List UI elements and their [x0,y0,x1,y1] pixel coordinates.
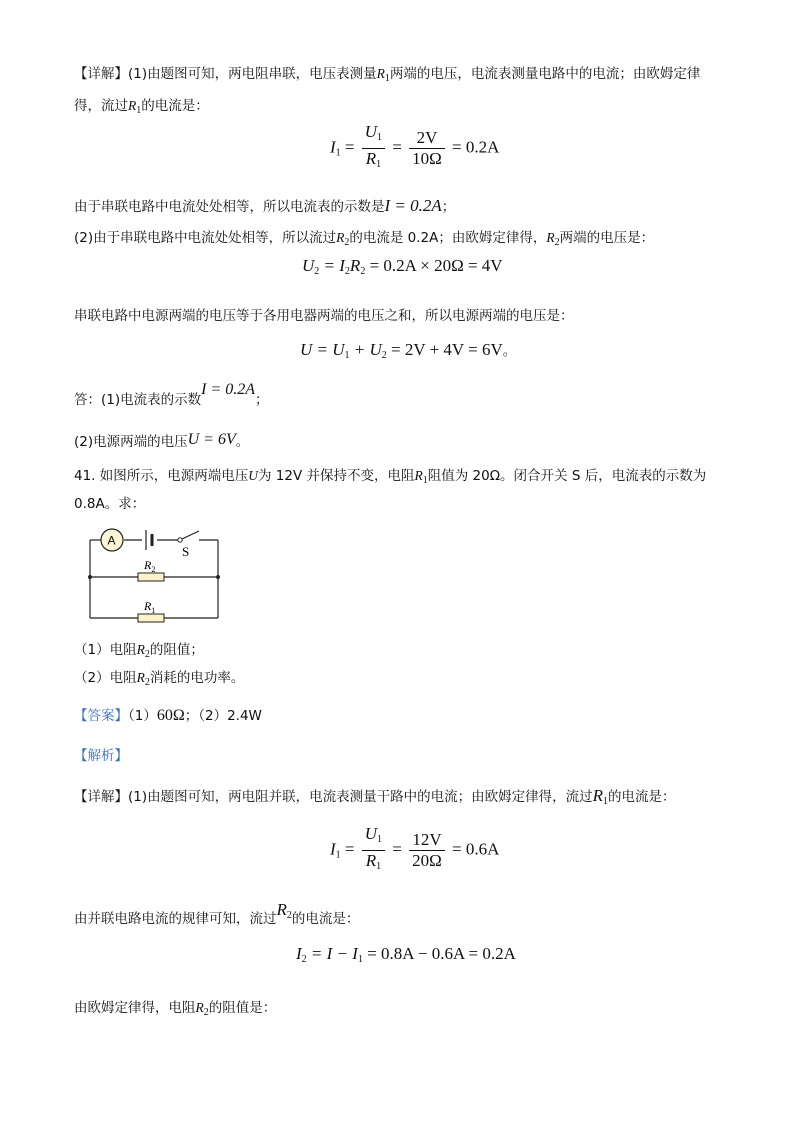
detail-line-4 [74,228,654,253]
equation-voltage-r2 [302,256,503,277]
sub: 2 [286,910,292,921]
question-41-line-1 [74,466,706,491]
var: R [195,1000,204,1015]
text: （1） [128,708,157,724]
equation-current-r1-parallel [330,824,499,877]
equation-source-voltage [300,340,516,361]
detail2-line-1 [74,786,676,812]
sub: 2 [203,1007,209,1018]
sub: 2 [381,350,387,361]
var: R [336,230,345,245]
var: U [302,256,315,275]
numerator: 2V [409,128,445,149]
var: R [546,230,555,245]
math: + U [349,340,382,359]
result: = 0.2A [452,137,500,157]
answer-line-1 [74,381,269,410]
sub: 1 [384,73,390,84]
var: R [144,599,152,613]
text: 41. 如图所示，电源两端电压 [74,468,249,484]
sub: 2 [360,266,366,277]
text: = 0.2A × 20Ω = 4V [365,256,503,275]
text: 的电流是： [291,911,360,927]
math: U = 6V [187,431,236,448]
var: U [248,468,259,483]
resistor-r1 [138,614,164,622]
detail2-line-3 [74,998,276,1023]
sub: 1 [335,849,341,861]
denominator: 10Ω [412,149,442,168]
math: I = 0.2A [384,196,442,215]
text: （1）电阻 [74,642,137,658]
text: 【详解】(1)由题图可知，两电阻串联，电压表测量 [74,66,377,82]
text: 两端的电压是： [559,230,655,246]
text: (2)由于串联电路中电流处处相等，所以流过 [74,230,337,246]
math: I = 0.2A [201,381,256,398]
analysis-tag: 【解析】 [74,748,128,764]
text: ；（2）2.4W [184,708,262,724]
equation-current-r2 [296,944,516,965]
switch-lever [182,531,199,539]
text: = 0.8A − 0.6A = 0.2A [362,944,516,963]
sub: 2 [344,266,350,277]
text: 的电流是： [608,789,676,805]
text: 由于串联电路中电流处处相等，所以电流表的示数是 [74,199,385,215]
sub: 1 [422,475,428,486]
sub: 1 [376,861,382,872]
circuit-diagram [84,522,234,626]
math: 60Ω [156,707,185,724]
text: 。 [235,434,250,450]
text: (2)电源两端的电压 [74,434,188,450]
sub: 1 [357,954,363,965]
var: R [376,66,385,81]
answer-line [74,706,262,726]
text: 的阻值是： [208,1000,277,1016]
var: = I [319,256,345,275]
numerator: 12V [409,830,445,851]
sub: 1 [377,132,383,143]
text: 【详解】(1)由题图可知，两电阻并联，电流表测量干路中的电流；由欧姆定律得，流过 [74,789,593,805]
var: R [365,149,377,168]
var: R [128,98,137,113]
var: U [364,824,378,843]
equals: = [392,137,402,157]
math: = I − I [306,944,358,963]
answer-line-2 [74,432,249,452]
result: = 0.6A [452,839,500,859]
equals: = [392,839,402,859]
sub: 1 [136,105,142,116]
question-41-line-2: 0.8A。求： [74,496,146,512]
sub: 2 [314,266,320,277]
sub: 2 [151,565,156,574]
question-41-part-1 [74,640,204,665]
var: U [364,122,378,141]
detail-line-1 [74,64,700,89]
equation-current-r1 [330,122,499,175]
question-41-part-2 [74,668,244,693]
equals: = [344,839,355,859]
sub: 1 [151,606,156,615]
switch-label: S [182,544,190,559]
text: = 2V + 4V = 6V [386,340,503,359]
var: I [330,137,336,157]
denominator: 20Ω [412,851,442,870]
detail2-line-2 [74,900,360,934]
sub: 2 [554,237,560,248]
text: 由并联电路电流的规律可知，流过 [74,911,277,927]
answer-tag: 【答案】 [74,708,128,724]
equals: = [344,137,355,157]
sub: 1 [377,834,383,845]
text: 阻值为 20Ω。闭合开关 S 后，电流表的示数为 [427,468,707,484]
var: R [592,786,604,805]
sub: 1 [335,147,341,159]
math: U = U [300,340,345,359]
var: R [136,670,145,685]
fraction [362,122,385,175]
sub: 2 [344,237,350,248]
var: R [144,558,152,572]
text: 两端的电压，电流表测量电路中的电流；由欧姆定律 [389,66,701,82]
text: 的阻值； [149,642,204,658]
sub: 2 [144,649,150,660]
sub: 1 [603,796,609,807]
text: 消耗的电功率。 [149,670,245,686]
sub: 1 [376,159,382,170]
sub: 1 [344,350,350,361]
detail-line-2 [74,96,209,121]
sub: 2 [144,677,150,688]
fraction [362,824,385,877]
detail-line-5: 串联电路中电源两端的电压等于各用电器两端的电压之和，所以电源两端的电压是： [74,308,574,324]
math: I [296,944,302,963]
text: 为 12V 并保持不变，电阻 [258,468,415,484]
var: I [330,839,336,859]
text: 由欧姆定律得，电阻 [74,1000,196,1016]
var: R [136,642,145,657]
fraction [409,128,445,169]
sub: 2 [301,954,307,965]
var: R [365,851,377,870]
text: （2）电阻 [74,670,137,686]
var: R [414,468,423,483]
detail-line-3 [74,196,455,217]
text: 答：(1)电流表的示数 [74,392,202,408]
fraction [409,830,445,871]
r2-label [143,558,155,574]
text: 的电流是 0.2A；由欧姆定律得， [349,230,547,246]
var: R [276,900,287,919]
r1-label [143,599,155,615]
text: 的电流是： [141,98,209,114]
text: 得，流过 [74,98,128,114]
resistor-r2 [138,573,164,581]
var: R [349,256,361,275]
text: 。 [502,344,516,359]
ammeter-label: A [107,533,116,548]
switch-contact [178,538,182,542]
text: ； [255,392,269,408]
text: ； [441,199,456,215]
